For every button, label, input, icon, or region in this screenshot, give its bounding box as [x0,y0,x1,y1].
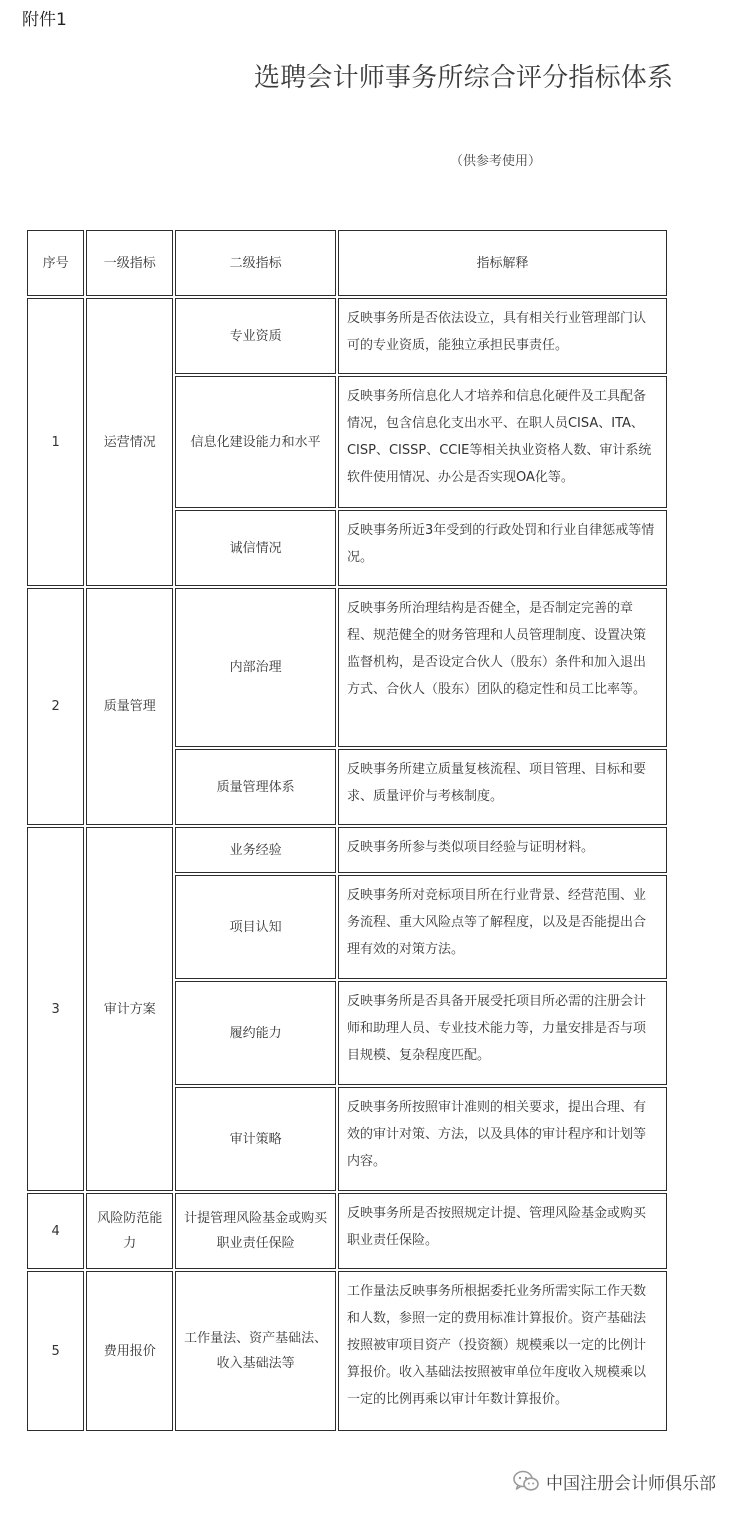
table-row [27,827,667,873]
header-level1: 一级指标 [86,230,173,296]
account-name: 中国注册会计师俱乐部 [546,1473,716,1494]
indicator-explanation: 反映事务所是否依法设立，具有相关行业管理部门认可的专业资质，能独立承担民事责任。 [338,298,667,374]
level2-indicator: 计提管理风险基金或购买职业责任保险 [175,1193,336,1269]
level2-indicator: 信息化建设能力和水平 [175,376,336,508]
indicator-explanation: 反映事务所建立质量复核流程、项目管理、目标和要求、质量评价与考核制度。 [338,749,667,825]
header-no: 序号 [27,230,84,296]
row-number: 4 [27,1193,84,1269]
wechat-icon [512,1469,540,1493]
level2-indicator: 专业资质 [175,298,336,374]
level2-indicator: 业务经验 [175,827,336,873]
level2-indicator: 履约能力 [175,981,336,1085]
indicator-explanation: 工作量法反映事务所根据委托业务所需实际工作天数和人数，参照一定的费用标准计算报价。资产基础法按照被审项目资产（投资额）规模乘以一定的比例计算报价。收入基础法按照被审单位年度收入规模乘以一定的比例再乘以审计年数计算报价。 [338,1271,667,1431]
level1-indicator: 审计方案 [86,827,173,1191]
indicator-explanation: 反映事务所按照审计准则的相关要求，提出合理、有效的审计对策、方法，以及具体的审计程序和计划等内容。 [338,1087,667,1191]
indicator-explanation: 反映事务所近3年受到的行政处罚和行业自律惩戒等情况。 [338,510,667,586]
level2-indicator: 项目认知 [175,875,336,979]
level1-indicator: 运营情况 [86,298,173,586]
indicator-explanation: 反映事务所是否按照规定计提、管理风险基金或购买职业责任保险。 [338,1193,667,1269]
header-level2: 二级指标 [175,230,336,296]
row-number: 2 [27,588,84,825]
row-number: 5 [27,1271,84,1431]
indicator-explanation: 反映事务所参与类似项目经验与证明材料。 [338,827,667,873]
level2-indicator: 质量管理体系 [175,749,336,825]
row-number: 1 [27,298,84,586]
level2-indicator: 内部治理 [175,588,336,747]
level1-indicator: 费用报价 [86,1271,173,1431]
scoring-index-table [25,228,669,1433]
row-number: 3 [27,827,84,1191]
table-row [27,298,667,374]
account-watermark [512,1466,716,1496]
table-row [27,588,667,747]
table-header-row [27,230,667,296]
level2-indicator: 工作量法、资产基础法、收入基础法等 [175,1271,336,1431]
indicator-explanation: 反映事务所信息化人才培养和信息化硬件及工具配备情况，包含信息化支出水平、在职人员CISA、ITA、CISP、CISSP、CCIE等相关执业资格人数、审计系统软件使用情况、办公是否实现OA化等。 [338,376,667,508]
indicator-explanation: 反映事务所是否具备开展受托项目所必需的注册会计师和助理人员、专业技术能力等，力量安排是否与项目规模、复杂程度匹配。 [338,981,667,1085]
table-row [27,1271,667,1431]
page-title: 选聘会计师事务所综合评分指标体系 [254,63,674,93]
level1-indicator: 质量管理 [86,588,173,825]
header-explain: 指标解释 [338,230,667,296]
level2-indicator: 诚信情况 [175,510,336,586]
indicator-explanation: 反映事务所对竞标项目所在行业背景、经营范围、业务流程、重大风险点等了解程度，以及是否能提出合理有效的对策方法。 [338,875,667,979]
table-row [27,1193,667,1269]
level1-indicator: 风险防范能力 [86,1193,173,1269]
indicator-explanation: 反映事务所治理结构是否健全，是否制定完善的章程、规范健全的财务管理和人员管理制度、设置决策监督机构，是否设定合伙人（股东）条件和加入退出方式、合伙人（股东）团队的稳定性和员工比率等。 [338,588,667,747]
attachment-label: 附件1 [22,10,67,30]
reference-note: （供参考使用） [450,154,542,169]
level2-indicator: 审计策略 [175,1087,336,1191]
